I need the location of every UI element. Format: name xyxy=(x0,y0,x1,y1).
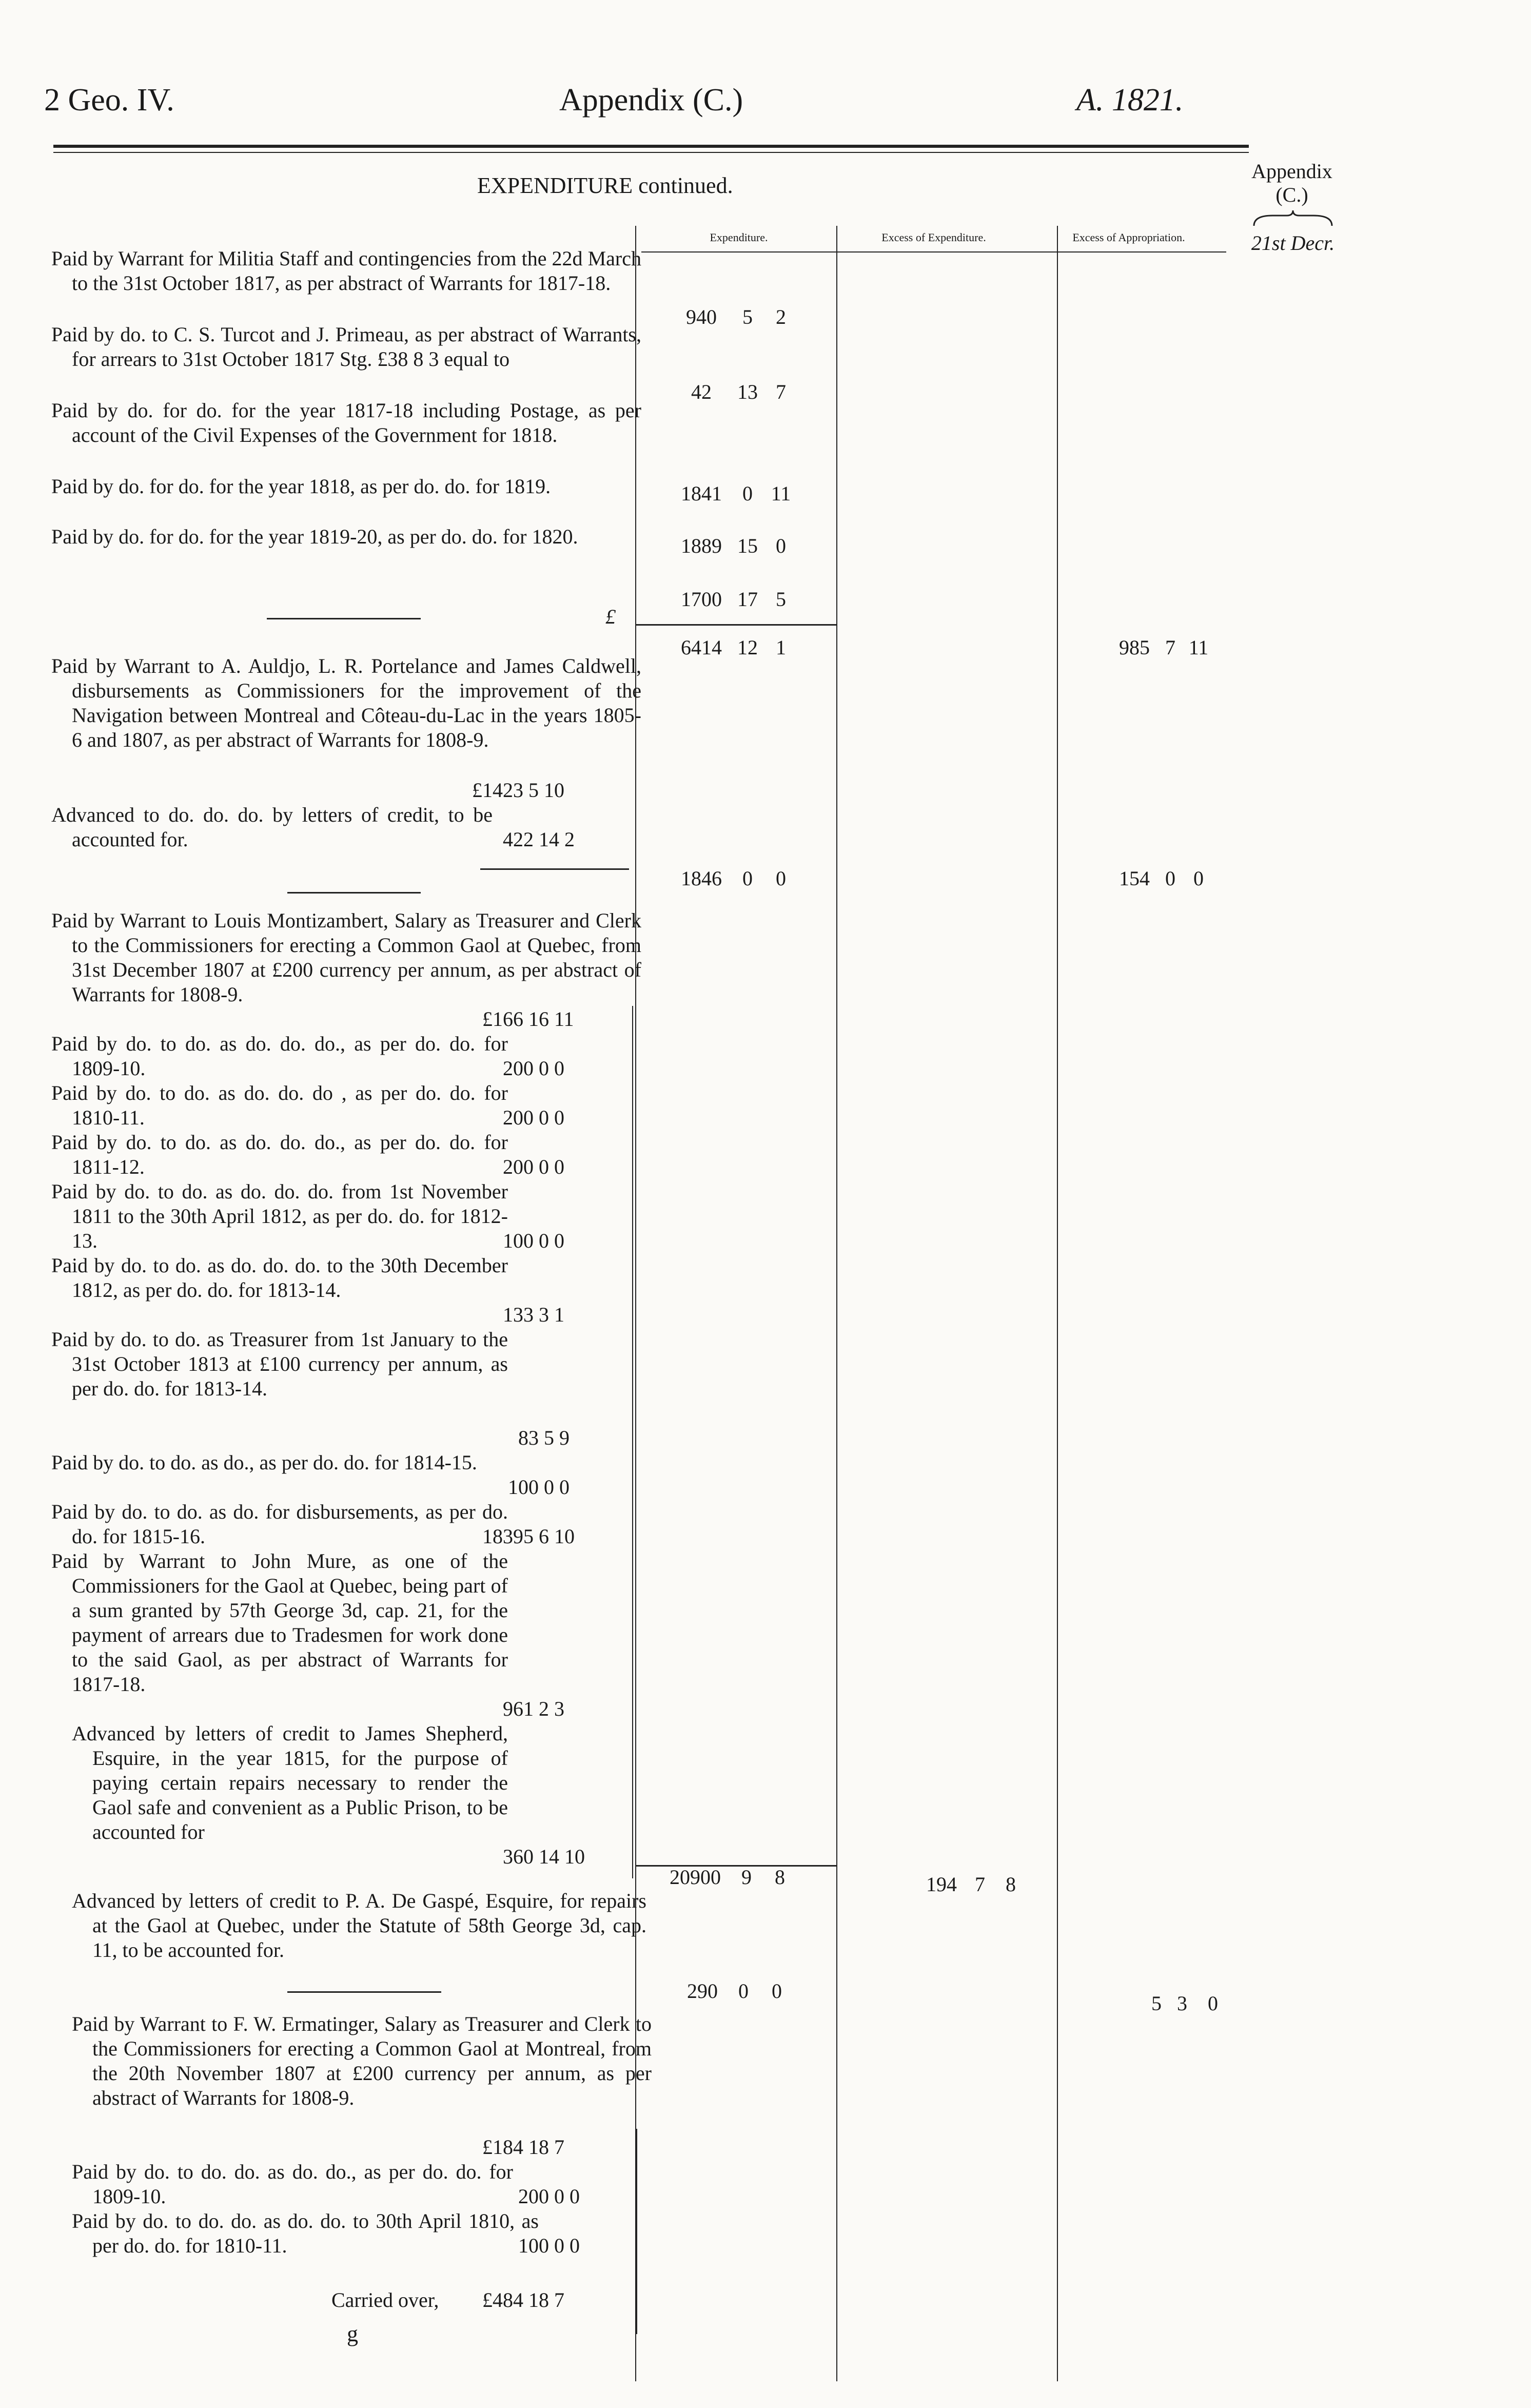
sidenote-appendix: Appendix xyxy=(1251,160,1332,183)
block2-short-rule xyxy=(287,892,421,894)
block3-excess-expenditure xyxy=(918,1872,1026,1896)
block3-entry-4-amount: 200 0 0 xyxy=(503,1155,564,1178)
block2-total xyxy=(673,866,796,890)
block3-entry-11-amount: 360 14 10 xyxy=(503,1845,585,1868)
block1-pound-sign: £ xyxy=(605,605,616,628)
block1-total-rule xyxy=(636,624,836,626)
amt-l: 1700 xyxy=(681,588,722,611)
header-rule-top xyxy=(53,145,1249,148)
block4-short-rule xyxy=(287,1991,441,1993)
amt-d: 8 xyxy=(775,1866,785,1889)
block3-entry-10-amount: 961 2 3 xyxy=(503,1697,564,1720)
sidenote-date: 21st Decr. xyxy=(1251,231,1335,255)
column-head-expenditure: Expenditure. xyxy=(710,231,768,244)
block1-entry-3: Paid by do. for do. for the year 1817-18 including Postage, as per account of the Civil Expenses of the Government for 1818. xyxy=(51,399,641,446)
amt-s: 3 xyxy=(1177,1992,1187,2015)
block1-excess-appropriation xyxy=(1111,635,1214,659)
block1-entry-4: Paid by do. for do. for the year 1818, as per do. do. for 1819. xyxy=(51,475,551,498)
block3-entry-7: Paid by do. to do. as Treasurer from 1st January to the 31st October 1813 at £100 currency per annum, as per do. do. for 1813-14. xyxy=(51,1328,508,1400)
block3-entry-4: Paid by do. to do. as do. do. do., as per do. do. for 1811-12. xyxy=(51,1131,508,1178)
amt-s: 15 xyxy=(737,534,758,557)
block5-entry-2-amount: 200 0 0 xyxy=(518,2185,580,2208)
amt-s: 9 xyxy=(741,1866,752,1889)
block3-entry-2-amount: 200 0 0 xyxy=(503,1057,564,1080)
block2-entry-1-amount: £1423 5 10 xyxy=(472,779,564,802)
block3-entry-6-amount: 133 3 1 xyxy=(503,1303,564,1326)
amt-d: 0 xyxy=(1208,1992,1218,2015)
amt-s: 0 xyxy=(742,867,753,890)
block5-entry-1: Paid by Warrant to F. W. Ermatinger, Salary as Treasurer and Clerk to the Commissioners for erecting a Common Gaol at Montreal, from the 20th November 1807 at £200 currency per annum, as per abstract of Warrants for 1808-9. xyxy=(72,2012,652,2109)
amt-d: 11 xyxy=(1188,636,1209,659)
amt-s: 5 xyxy=(742,305,753,328)
block3-entry-3-amount: 200 0 0 xyxy=(503,1106,564,1129)
block3-entry-1-amount: £166 16 11 xyxy=(482,1007,574,1031)
amt-d: 5 xyxy=(776,588,786,611)
block1-entry-5: Paid by do. for do. for the year 1819-20, as per do. do. for 1820. xyxy=(51,525,578,548)
block2-inner-rule xyxy=(480,868,629,870)
block1-amount-5 xyxy=(673,587,796,611)
block2-entry-2: Advanced to do. do. do. by letters of credit, to be accounted for. xyxy=(51,803,493,851)
amt-l: 6414 xyxy=(681,636,722,659)
block3-inner-col-rule xyxy=(632,1006,633,1878)
block3-entry-7-amount: 83 5 9 xyxy=(518,1426,570,1449)
block1-amount-4 xyxy=(673,534,796,558)
block3-entry-11: Advanced by letters of credit to James Shepherd, Esquire, in the year 1815, for the purpose of paying certain repairs necessary to render the Gaol safe and convenient as a Public Prison, to be accounted for xyxy=(72,1722,508,1843)
amt-d: 11 xyxy=(771,482,791,505)
amt-l: 940 xyxy=(686,305,717,328)
amt-s: 7 xyxy=(975,1873,985,1896)
amt-l: 1889 xyxy=(681,534,722,557)
header-rule-bottom xyxy=(53,152,1249,153)
amt-l: 5 xyxy=(1151,1992,1162,2015)
block1-short-rule xyxy=(267,618,421,619)
col-rule-excess-right xyxy=(1057,226,1058,2381)
block1-entry-1: Paid by Warrant for Militia Staff and contingencies from the 22d March to the 31st October 1817, as per abstract of Warrants for 1817-18. xyxy=(51,247,641,295)
block2-entry-2-amount: 422 14 2 xyxy=(503,828,575,851)
sidenote-brace-icon xyxy=(1252,209,1334,228)
block3-entry-3: Paid by do. to do. as do. do. do , as per do. do. for 1810-11. xyxy=(51,1081,508,1129)
block3-entry-1: Paid by Warrant to Louis Montizambert, Salary as Treasurer and Clerk to the Commissioners for erecting a Common Gaol at Quebec, from 31st December 1807 at £200 currency per annum, as per abstract of Warrants for 1808-9. xyxy=(51,909,641,1006)
block2-excess-appropriation xyxy=(1111,866,1214,890)
block5-entry-1-amount: £184 18 7 xyxy=(482,2135,564,2159)
amt-s: 12 xyxy=(737,636,758,659)
block1-amount-3 xyxy=(673,481,796,506)
amt-d: 2 xyxy=(776,305,786,328)
amt-l: 42 xyxy=(691,380,712,403)
column-head-excess-appropriation: Excess of Appropriation. xyxy=(1072,231,1185,244)
block3-entry-2: Paid by do. to do. as do. do. do., as per do. do. for 1809-10. xyxy=(51,1032,508,1080)
col-rule-expenditure-right xyxy=(836,226,837,2381)
header-left: 2 Geo. IV. xyxy=(44,83,174,118)
block5-entry-2: Paid by do. to do. do. as do. do., as per do. do. for 1809-10. xyxy=(72,2160,513,2208)
amt-d: 0 xyxy=(776,867,786,890)
block1-entry-2: Paid by do. to C. S. Turcot and J. Primeau, as per abstract of Warrants, for arrears to 31st October 1817 Stg. £38 8 3 equal to xyxy=(51,323,641,371)
block5-entry-3: Paid by do. to do. do. as do. do. to 30th April 1810, as per do. do. for 1810-11. xyxy=(72,2209,539,2257)
amt-s: 0 xyxy=(738,1979,749,2003)
amt-s: 0 xyxy=(1165,867,1175,890)
amt-l: 1846 xyxy=(681,867,722,890)
block3-entry-10: Paid by Warrant to John Mure, as one of the Commissioners for the Gaol at Quebec, being part of a sum granted by 57th George 3d, cap. 21, for the payment of arrears due to Tradesmen for work done to the said Gaol, as per abstract of Warrants for 1817-18. xyxy=(51,1549,508,1696)
section-title: EXPENDITURE continued. xyxy=(477,173,733,198)
amt-d: 7 xyxy=(776,380,786,403)
block1-amount-2 xyxy=(673,380,796,404)
block5-inner-col-rule xyxy=(636,2129,637,2334)
block3-entry-6: Paid by do. to do. as do. do. do. to the 30th December 1812, as per do. do. for 1813-14. xyxy=(51,1254,508,1302)
amt-l: 290 xyxy=(687,1979,718,2003)
amt-d: 1 xyxy=(776,636,786,659)
amt-s: 13 xyxy=(737,380,758,403)
block3-entry-8: Paid by do. to do. as do., as per do. do. for 1814-15. xyxy=(51,1451,477,1474)
block2-entry-1: Paid by Warrant to A. Auldjo, L. R. Portelance and James Caldwell, disbursements as Commissioners for the improvement of the Navigation between Montreal and Côteau-du-Lac in the years 1805-6 and 1807, as per abstract of Warrants for 1808-9. xyxy=(51,654,641,751)
amt-d: 8 xyxy=(1006,1873,1016,1896)
header-right: A. 1821. xyxy=(1076,83,1184,118)
amt-l: 154 xyxy=(1119,867,1150,890)
column-head-excess-expenditure: Excess of Expenditure. xyxy=(881,231,986,244)
amt-l: 1841 xyxy=(681,482,722,505)
block3-entry-9-amount: 18395 6 10 xyxy=(482,1525,575,1548)
block5-entry-3-amount: 100 0 0 xyxy=(518,2234,580,2257)
colhead-rule-1 xyxy=(641,251,1226,253)
block1-amount-1 xyxy=(673,305,796,329)
amt-s: 17 xyxy=(737,588,758,611)
block3-entry-8-amount: 100 0 0 xyxy=(508,1475,570,1499)
amt-l: 985 xyxy=(1119,636,1150,659)
amt-d: 0 xyxy=(776,534,786,557)
sidenote-c: (C.) xyxy=(1275,183,1308,206)
amt-l: 194 xyxy=(926,1873,957,1896)
block4-total xyxy=(679,1979,792,2003)
header-center: Appendix (C.) xyxy=(559,83,743,118)
amt-l: 20900 xyxy=(670,1866,721,1889)
amt-s: 0 xyxy=(742,482,753,505)
block3-entry-5-amount: 100 0 0 xyxy=(503,1229,564,1252)
carried-over-label: Carried over, xyxy=(331,2288,439,2312)
carried-over-amount: £484 18 7 xyxy=(482,2288,564,2312)
block3-entry-5: Paid by do. to do. as do. do. do. from 1st November 1811 to the 30th April 1812, as per do. do. for 1812-13. xyxy=(51,1180,508,1252)
block3-entry-9: Paid by do. to do. as do. for disbursements, as per do. do. for 1815-16. xyxy=(51,1500,508,1548)
block4-entry-1: Advanced by letters of credit to P. A. De Gaspé, Esquire, for repairs at the Gaol at Quebec, under the Statute of 58th George 3d, cap. 11, to be accounted for. xyxy=(72,1889,646,1962)
amt-s: 7 xyxy=(1165,636,1175,659)
block3-total xyxy=(662,1865,795,1889)
signature-mark: g xyxy=(347,2321,358,2346)
block4-excess-appropriation xyxy=(1146,1991,1228,2015)
block1-total xyxy=(673,635,796,659)
amt-d: 0 xyxy=(772,1979,782,2003)
amt-d: 0 xyxy=(1193,867,1204,890)
